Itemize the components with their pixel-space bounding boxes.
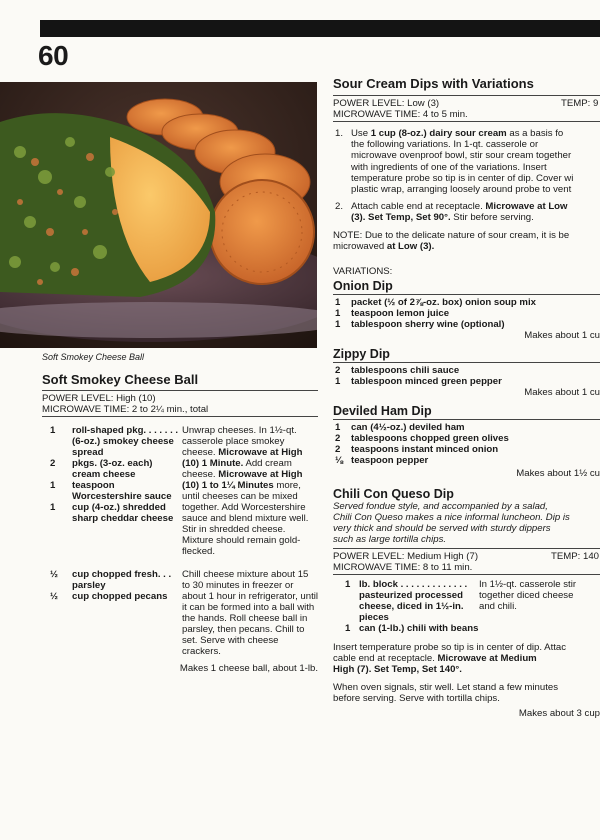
variations-label: VARIATIONS: (333, 266, 393, 278)
step-line: temperature probe so tip is in center of dip. Cover wi (351, 172, 574, 184)
ingredient-qty: 1 (50, 502, 56, 513)
ingredient-qty: 1 (50, 480, 56, 491)
variation-title: Deviled Ham Dip (333, 404, 432, 419)
step-text (351, 201, 600, 223)
ingredient-qty: ½ (50, 591, 59, 602)
variation-item (333, 308, 600, 319)
direction-text: Add cream cheese. (182, 458, 292, 480)
directions: Chill cheese mixture about 15 to 30 minutes in freezer or about 1 hour in refrigerator, until it can be formed into a ball with the hands. Roll cheese ball in parsley, then pecans. Chill to set. Serve with cheese crackers. (182, 569, 318, 657)
item-text: tablespoons chili sauce (351, 365, 460, 377)
variation-title: Zippy Dip (333, 347, 390, 362)
para-line: before serving. Serve with tortilla chips. (333, 692, 500, 704)
microwave-time: MICROWAVE TIME: 8 to 11 min. (333, 562, 473, 574)
variation-title: Onion Dip (333, 279, 393, 294)
ingredient-row (42, 569, 182, 591)
ingredient-text: teaspoon Worcestershire sauce (72, 480, 172, 502)
item-text: can (4½-oz.) deviled ham (351, 422, 465, 434)
ingredient-text: cup chopped fresh. . . parsley (72, 569, 172, 591)
paragraph (333, 642, 600, 676)
step-line: the following variations. In 1-qt. casserole or (351, 139, 539, 151)
direction-text: Unwrap cheeses. In 1½-qt. casserole place smokey cheese. (182, 425, 297, 458)
step-part: Use (351, 128, 371, 139)
item-qty: 1 (335, 319, 341, 331)
ingredient-row (42, 502, 182, 524)
steps (333, 128, 600, 224)
variation-item (333, 319, 600, 330)
item-qty: 1 (335, 297, 341, 309)
ingredient-list (42, 425, 182, 557)
divider (333, 294, 600, 295)
intro-line: Served fondue style, and accompanied by a salad, (333, 501, 548, 513)
microwave-time: MICROWAVE TIME: 4 to 5 min. (333, 109, 468, 120)
ingredient-qty: 2 (50, 458, 56, 469)
item-text: packet (½ of 2⅞-oz. box) onion soup mix (351, 297, 536, 309)
ingredient-group (42, 569, 318, 657)
item-qty: 2 (335, 444, 341, 456)
intro-line: such as large tortilla chips. (333, 534, 447, 546)
variation-item (333, 376, 600, 387)
ingredient-row (333, 623, 479, 634)
divider (333, 95, 600, 96)
step-number: 2. (335, 201, 344, 213)
para-part: cable end at receptacle. (333, 653, 438, 665)
step-line: microwave ovenproof bowl, stir sour cream together (351, 150, 572, 162)
direction-line: together diced cheese (479, 590, 574, 602)
ingredient-qty: 1 (50, 425, 56, 436)
para-bold: Microwave at Medium (437, 653, 537, 665)
ingredient-text: lb. block . . . . . . . . . . . . . pasteurized processed cheese, diced in 1½-in. pieces (359, 579, 468, 624)
ingredient-row (42, 480, 182, 502)
item-text: tablespoon sherry wine (optional) (351, 319, 505, 331)
divider (333, 362, 600, 363)
directions (182, 425, 318, 557)
step-number: 1. (335, 128, 344, 139)
ingredient-list (42, 569, 182, 657)
ingredient-group (333, 579, 600, 634)
ingredient-text: roll-shaped pkg. . . . . . . (6-oz.) smokey cheese spread (72, 425, 179, 458)
direction-line: and chili. (479, 601, 517, 613)
step-part: as a basis fo (506, 128, 564, 139)
para-line: Insert temperature probe so tip is in center of dip. Attac (333, 642, 567, 654)
directions (479, 579, 600, 634)
item-qty: 1 (335, 422, 341, 434)
photo-caption: Soft Smokey Cheese Ball (42, 352, 145, 362)
divider (42, 416, 318, 417)
item-text: teaspoon pepper (351, 455, 429, 467)
variation-item (333, 422, 600, 433)
sour-cream-dips (333, 76, 600, 719)
variation-item (333, 444, 600, 455)
ingredient-text: pkgs. (3-oz. each) cream cheese (72, 458, 153, 480)
step (333, 128, 600, 195)
intro (333, 501, 600, 545)
paragraph (333, 682, 600, 704)
ingredient-text: can (1-lb.) chili with beans (359, 623, 479, 635)
yield: Makes about 1 cu (524, 330, 600, 342)
item-text: teaspoon lemon juice (351, 308, 450, 320)
divider (333, 548, 600, 549)
direction-bold: Microwave at High (10) 1 to 1¼ Minutes (182, 469, 303, 491)
divider (333, 574, 600, 575)
recipe-title: Sour Cream Dips with Variations (333, 76, 534, 91)
cheese-ball-photo (0, 82, 317, 348)
temp: TEMP: 140 (551, 551, 599, 563)
direction-line: In 1½-qt. casserole stir (479, 579, 577, 591)
item-text: teaspoons instant minced onion (351, 444, 499, 456)
ingredient-row (333, 579, 479, 623)
ingredient-group (42, 425, 318, 557)
power-level-line (333, 98, 600, 109)
para-line: When oven signals, stir well. Let stand a few minutes (333, 681, 559, 693)
step-bold: Microwave at Low (485, 201, 568, 213)
ingredient-qty: 1 (345, 623, 351, 635)
power-level: POWER LEVEL: High (10) (42, 393, 156, 404)
item-qty: 1 (335, 376, 341, 388)
header-bar (40, 20, 600, 37)
direction-text: more, until cheeses can be mixed together. Add Worcestershire sauce and blend mixture well. Stir in shredded cheese. Mixture should remain gold-flecked. (182, 480, 309, 557)
note-bold: at Low (3). (386, 240, 435, 252)
variation-item (333, 433, 600, 444)
recipe-title: Chili Con Queso Dip (333, 487, 454, 502)
yield: Makes about 1 cu (524, 387, 600, 399)
ingredient-row (42, 425, 182, 458)
intro-line: Chili Con Queso makes a nice informal luncheon. Dip is (333, 512, 570, 524)
yield: Makes about 1½ cu (516, 468, 600, 480)
note-part: microwaved (333, 240, 387, 252)
divider (42, 390, 318, 391)
ingredient-list (333, 579, 479, 634)
variation-item (333, 297, 600, 308)
step (333, 201, 600, 223)
variation-item (333, 365, 600, 376)
step-part: Stir before serving. (450, 212, 534, 224)
divider (333, 121, 600, 122)
ingredient-row (42, 591, 182, 602)
page-number: 60 (38, 40, 69, 71)
item-qty: 2 (335, 365, 341, 377)
variation-item (333, 455, 600, 466)
ingredient-text: cup (4-oz.) shredded sharp cheddar cheese (72, 502, 174, 524)
yield: Makes 1 cheese ball, about 1-lb. (179, 663, 318, 674)
power-level: POWER LEVEL: Low (3) (333, 98, 440, 109)
intro-line: very thick and should be served with sturdy dippers (333, 523, 551, 535)
microwave-time: MICROWAVE TIME: 2 to 2¼ min., total (42, 404, 209, 415)
recipe-title: Soft Smokey Cheese Ball (42, 372, 199, 387)
ingredient-row (42, 458, 182, 480)
power-level: POWER LEVEL: Medium High (7) (333, 551, 479, 563)
temp: TEMP: 9 (561, 98, 599, 109)
power-level-line (333, 551, 600, 562)
direction-bold: Microwave at High (10) 1 Minute. (182, 447, 303, 469)
step-text (351, 128, 600, 195)
yield: Makes about 3 cup (518, 708, 600, 720)
divider (333, 419, 600, 420)
ingredient-qty: ½ (50, 569, 59, 580)
item-qty: 1 (335, 308, 341, 320)
step-part: Attach cable end at receptacle. (351, 201, 486, 213)
item-text: tablespoons chopped green olives (351, 433, 509, 445)
step-line: plastic wrap, arranging loosely around probe to vent (351, 184, 572, 196)
step-bold: 1 cup (8-oz.) dairy sour cream (370, 128, 507, 139)
note (333, 230, 600, 252)
step-line: with ingredients of one of the variations. Insert (351, 161, 547, 173)
step-bold: (3). Set Temp, Set 90°. (351, 212, 451, 224)
ingredient-qty: 1 (345, 579, 351, 591)
cheese-ball-recipe (42, 372, 318, 674)
note-line: NOTE: Due to the delicate nature of sour cream, it is be (333, 229, 570, 241)
item-qty: 2 (335, 433, 341, 445)
ingredient-text: cup chopped pecans (72, 591, 168, 602)
para-bold: High (7). Set Temp, Set 140°. (333, 664, 462, 676)
item-text: tablespoon minced green pepper (351, 376, 502, 388)
item-qty: ⅛ (335, 455, 344, 467)
